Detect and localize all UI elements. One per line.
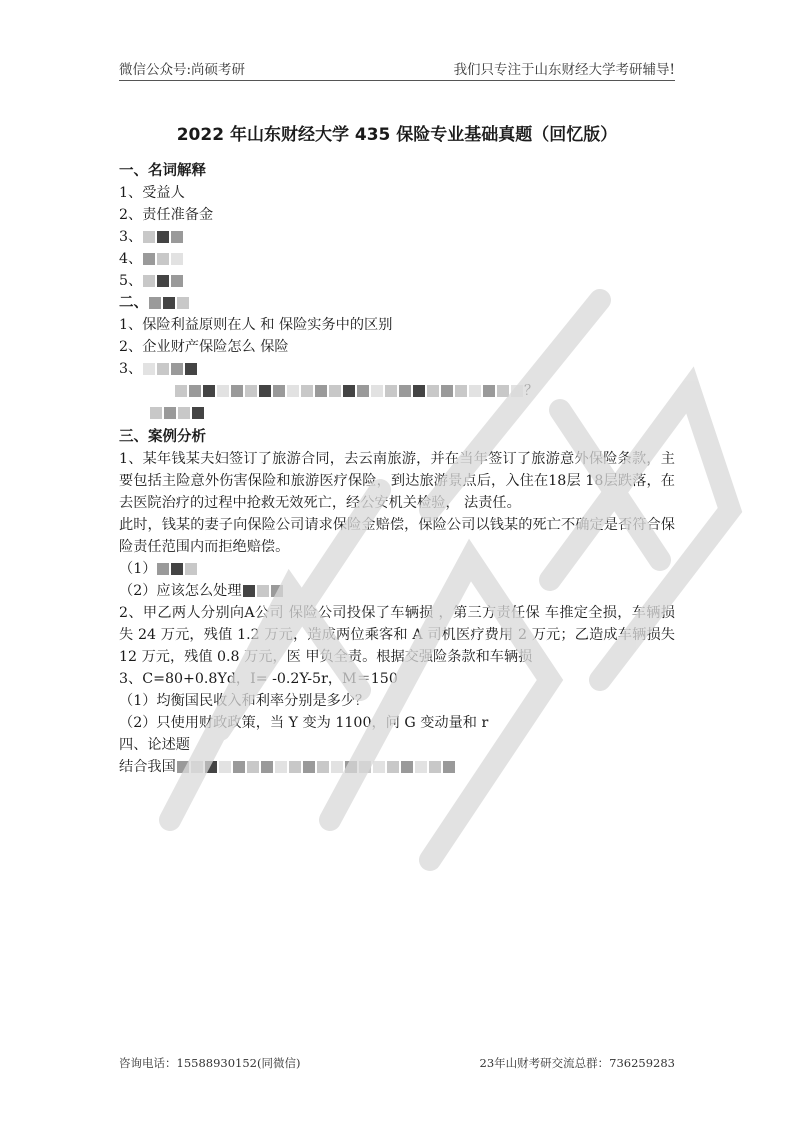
section-1-heading: 一、名词解释 [119,163,206,179]
redaction-mosaic [233,761,245,773]
s2-item-2: 2、企业财产保险怎么 保险 [119,339,289,355]
redaction-mosaic [301,385,313,397]
redaction-mosaic [143,275,155,287]
s1-item-3-text: 3、 [119,229,143,245]
footer-right-text: 23年山财考研交流总群：736259283 [479,1056,675,1070]
redaction-mosaic [257,585,269,597]
section-2-heading-line [119,292,675,314]
page-header [119,56,675,81]
redaction-mosaic [429,761,441,773]
case-1-question-2 [119,580,675,602]
redaction-mosaic [149,297,161,309]
redaction-mosaic [343,385,355,397]
redaction-mosaic [455,385,467,397]
redaction-mosaic [157,231,169,243]
section-2-heading: 二、 [119,295,148,311]
redaction-mosaic [329,385,341,397]
redaction-mosaic [371,385,383,397]
redaction-mosaic [185,563,197,575]
s1-item-5-text: 5、 [119,273,143,289]
redaction-mosaic [192,407,204,419]
s2-question-mark: ？ [524,383,539,399]
redaction-mosaic [443,761,455,773]
s1-item-5 [119,270,675,292]
redaction-mosaic [317,761,329,773]
redaction-mosaic [275,761,287,773]
redaction-mosaic [373,761,385,773]
s1-item-2: 2、责任准备金 [119,207,214,223]
redaction-mosaic [303,761,315,773]
redaction-mosaic [185,363,197,375]
redaction-mosaic [157,275,169,287]
redaction-mosaic [387,761,399,773]
redaction-mosaic [171,363,183,375]
redaction-mosaic [243,585,255,597]
case-3-question-1: （1）均衡国民收入和利率分别是多少？ [119,693,370,709]
redaction-mosaic [415,761,427,773]
redaction-mosaic [157,253,169,265]
header-left-text: 微信公众号:尚硕考研 [119,62,246,78]
redaction-mosaic [271,585,283,597]
redaction-mosaic [401,761,413,773]
redaction-mosaic [143,231,155,243]
redaction-mosaic [143,253,155,265]
s1-item-4-text: 4、 [119,251,143,267]
redaction-mosaic [157,563,169,575]
redaction-mosaic [164,407,176,419]
redaction-mosaic [273,385,285,397]
redaction-mosaic [143,363,155,375]
essay-prompt [119,756,675,778]
footer-left-text: 咨询电话：15588930152(同微信) [119,1056,301,1070]
redaction-mosaic [171,253,183,265]
redaction-mosaic [483,385,495,397]
case-1-paragraph: 1、某年钱某夫妇签订了旅游合同，去云南旅游，并在当年签订了旅游意外保险条款，主要包括主险意外伤害保险和旅游医疗保险，到达旅游景点后，入住在18层 18层跌落，在去医院治疗的过程中抢救无效死亡，经公安机关检验， 法责任。 [119,451,675,511]
case-1-q2-text: （2）应该怎么处理 [119,583,242,599]
case-2-paragraph: 2、甲乙两人分别向A公司 保险公司投保了车辆损 ，第三方责任保 车推定全损，车辆损失 24 万元，残值 1.2 万元，造成两位乘客和 A 司机医疗费用 2 万元；乙造成车辆损失 12 万元，残值 0.8 万元，医 甲负全责。根据交强险条款和车辆损 [119,605,675,665]
document-body [119,160,675,778]
s1-item-3 [119,226,675,248]
case-1-paragraph-2: 此时，钱某的妻子向保险公司请求保险金赔偿，保险公司以钱某的死亡不确定是否符合保险责任范围内而拒绝赔偿。 [119,517,675,555]
redaction-mosaic [191,761,203,773]
redaction-mosaic [219,761,231,773]
redaction-mosaic [189,385,201,397]
section-4-heading: 四、论述题 [119,737,190,753]
redaction-mosaic [469,385,481,397]
redaction-mosaic [315,385,327,397]
redaction-mosaic [359,761,371,773]
redaction-mosaic [171,275,183,287]
redaction-mosaic [287,385,299,397]
s2-item-3-text: 3、 [119,361,143,377]
redaction-mosaic [289,761,301,773]
redaction-mosaic [385,385,397,397]
redaction-mosaic [177,297,189,309]
case-1-q1-text: （1） [119,561,157,577]
redaction-mosaic [261,761,273,773]
redaction-mosaic [175,385,187,397]
s2-item-3-cont [119,380,675,402]
redaction-mosaic [245,385,257,397]
redaction-mosaic [178,407,190,419]
redaction-mosaic [511,385,523,397]
case-1-question-1 [119,558,675,580]
redaction-mosaic [427,385,439,397]
redaction-mosaic [259,385,271,397]
essay-prompt-text: 结合我国 [119,759,176,775]
s1-item-1: 1、受益人 [119,185,185,201]
redaction-mosaic [399,385,411,397]
header-right-text: 我们只专注于山东财经大学考研辅导! [453,62,675,78]
document-title: 2022 年山东财经大学 435 保险专业基础真题（回忆版） [176,125,618,145]
redaction-mosaic [247,761,259,773]
redaction-mosaic [157,363,169,375]
s1-item-4 [119,248,675,270]
redaction-mosaic [150,407,162,419]
redaction-mosaic [413,385,425,397]
redaction-mosaic [345,761,357,773]
s2-item-1: 1、保险利益原则在人 和 保险实务中的区别 [119,317,393,333]
redaction-mosaic [497,385,509,397]
redaction-mosaic [205,761,217,773]
redaction-mosaic [203,385,215,397]
section-3-heading: 三、案例分析 [119,429,206,445]
redaction-mosaic [441,385,453,397]
s2-item-4 [119,402,675,424]
redaction-mosaic [231,385,243,397]
redaction-mosaic [357,385,369,397]
redaction-mosaic [163,297,175,309]
redaction-mosaic [217,385,229,397]
redaction-mosaic [331,761,343,773]
case-3-question-2: （2）只使用财政政策，当 Y 变为 1100，问 G 变动量和 r [119,715,489,731]
s2-item-3 [119,358,675,380]
redaction-mosaic [171,563,183,575]
redaction-mosaic [171,231,183,243]
case-3-equations: 3、C=80+0.8Yd，I= -0.2Y-5r，M＝150 [119,671,398,687]
redaction-mosaic [177,761,189,773]
